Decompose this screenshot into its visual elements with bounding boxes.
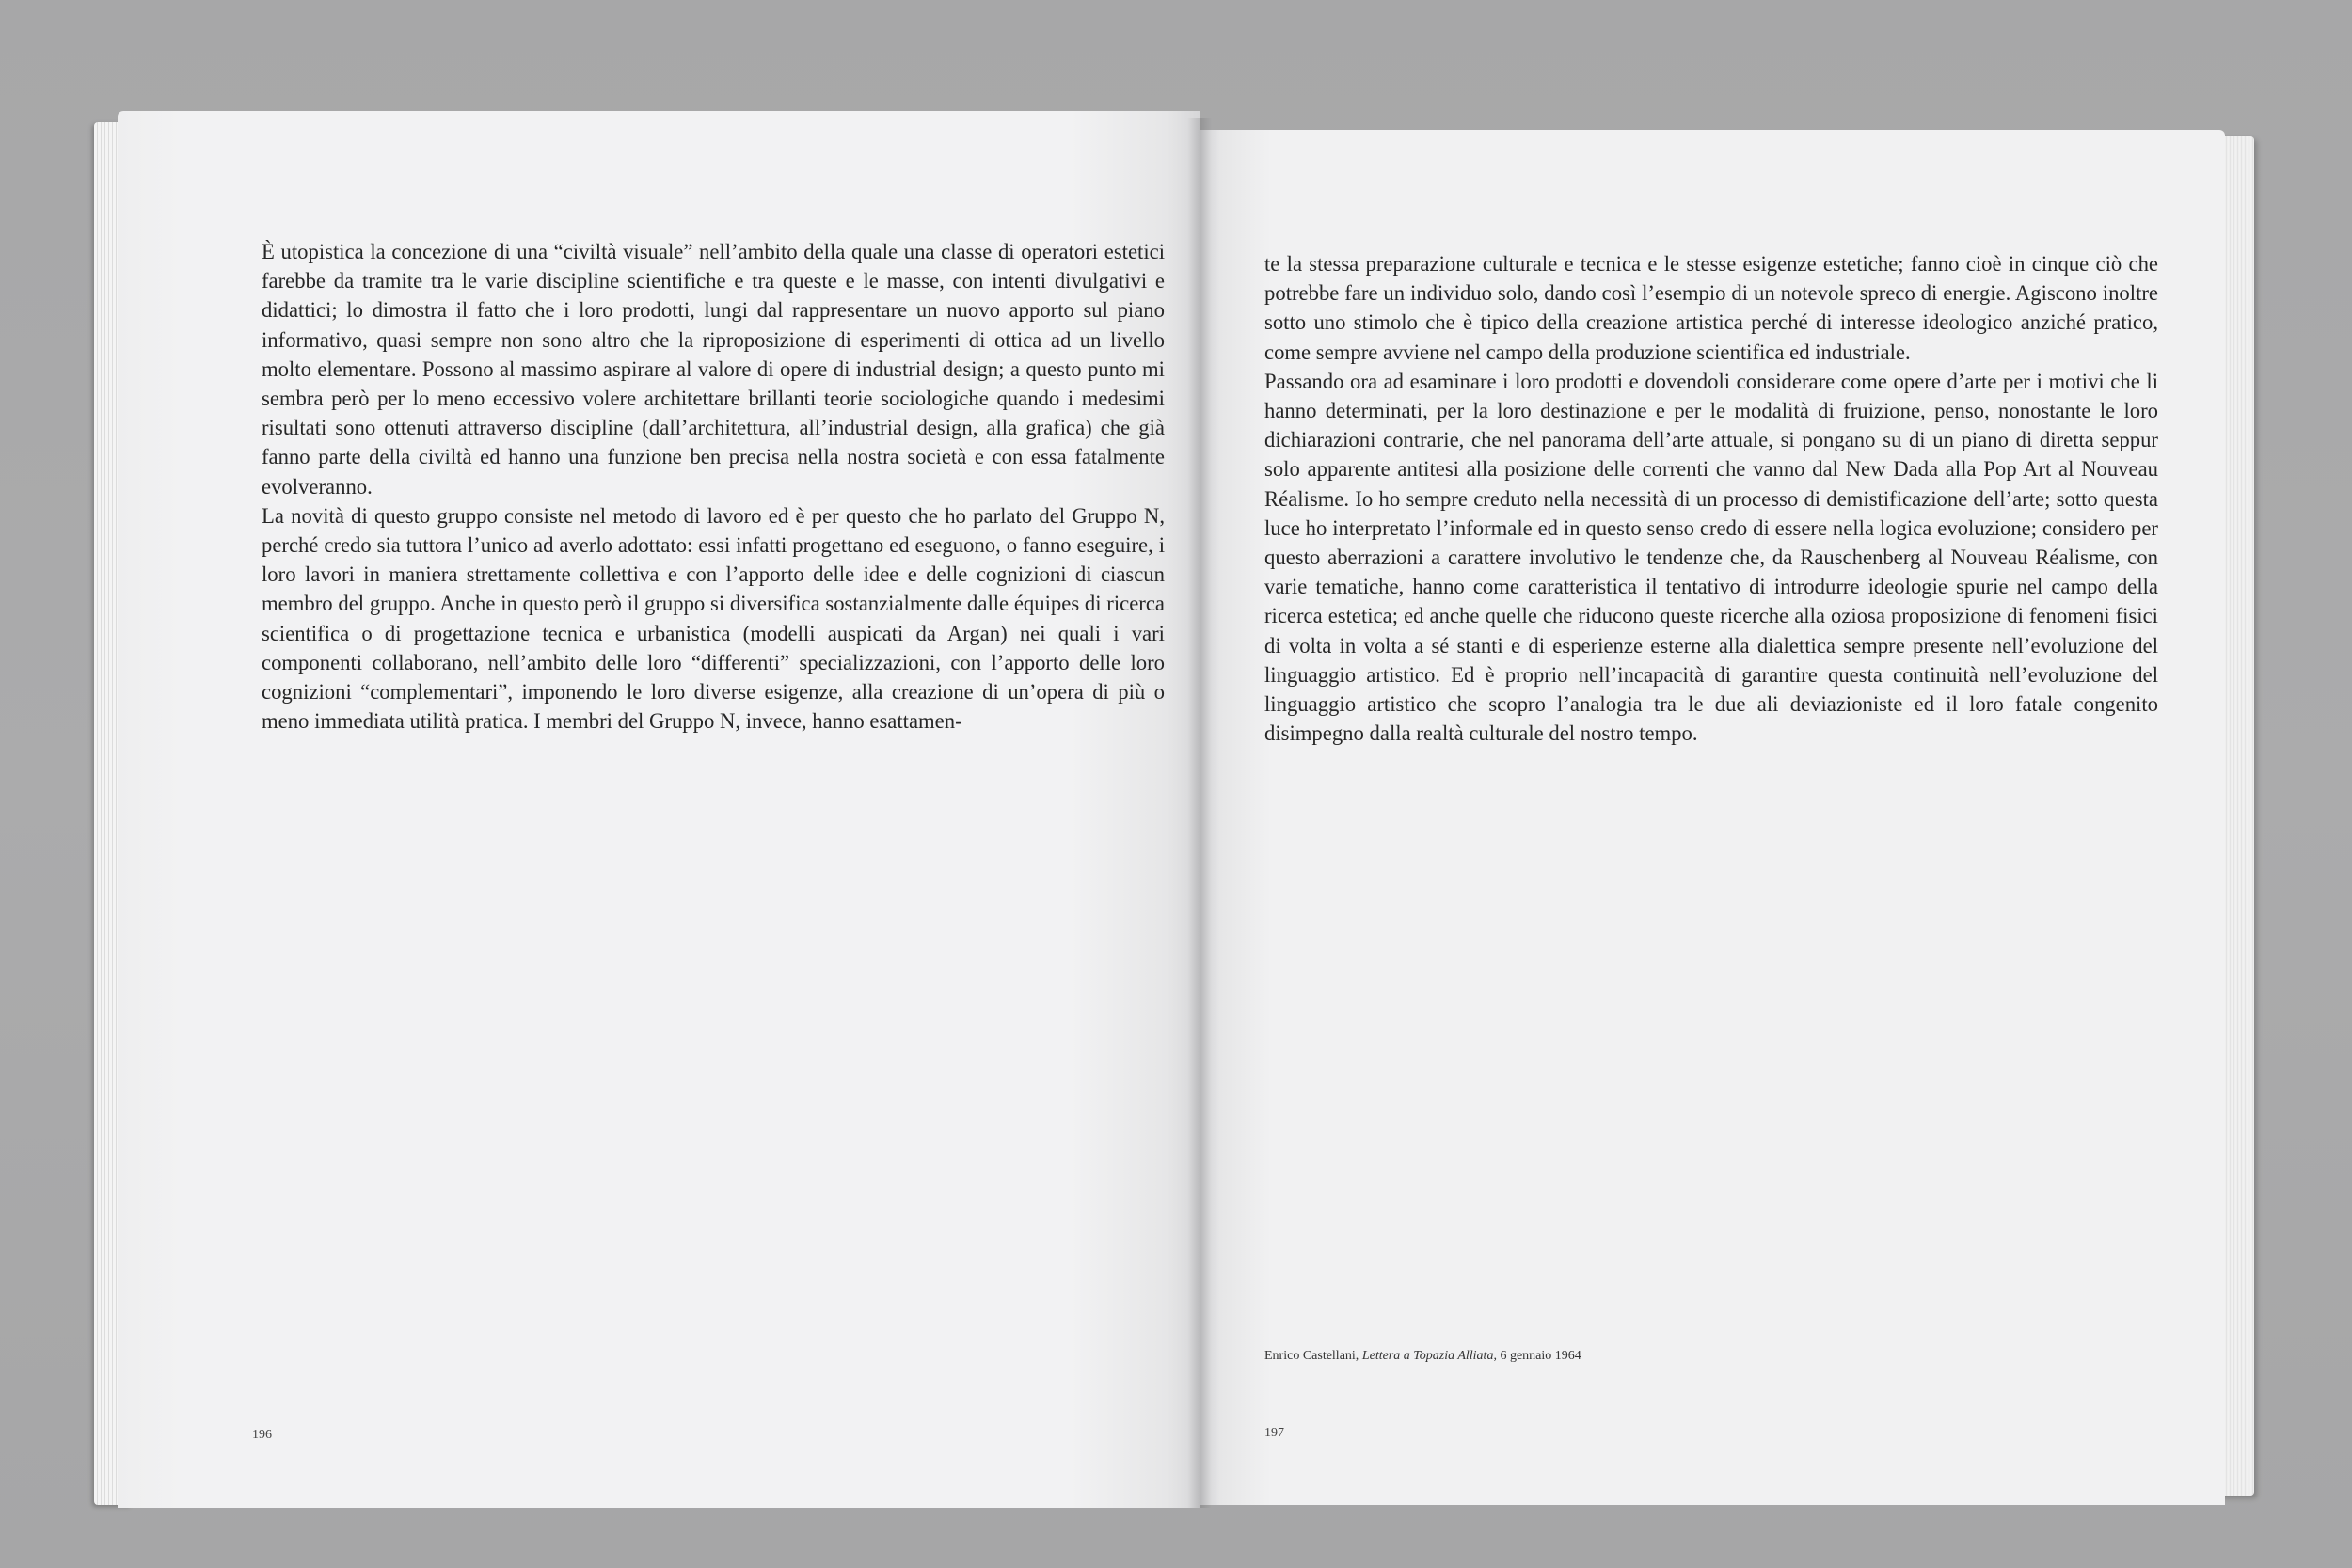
book-gutter: [1187, 118, 1212, 1508]
paragraph: La novità di questo gruppo consiste nel metodo di lavoro ed è per questo che ho parlato del Gruppo N, perché credo sia tuttora l’unico ad averlo adottato: essi infatti progettano ed eseguono, o fanno eseguire, i loro lavori in maniera strettamente collettiva e con l’apporto delle idee e delle cognizioni di ciascun membro del gruppo. Anche in questo però il gruppo si diversifica sostanzialmente dalle équipes di ricerca scientifica o di progettazione tecnica e urbanistica (modelli auspicati da Argan) nei quali i vari componenti collaborano, nell’ambito delle loro “differenti” specializzazioni, con l’apporto delle loro cognizioni “complementari”, imponendo le loro diverse esigenze, alla creazione di un’opera di più o meno immediata utilità pratica. I membri del Gruppo N, invece, hanno esattamen-: [262, 503, 1165, 734]
caption-date: , 6 gennaio 1964: [1493, 1349, 1581, 1363]
paragraph: te la stessa preparazione culturale e tecnica e le stesse esigenze estetiche; fanno cioè in cinque ciò che potrebbe fare un individuo solo, dando così l’esempio di un notevole spreco di energie. Agiscono inoltre sotto uno stimolo che è tipico della creazione artistica perché di interesse ideologico anziché pratico, come sempre avviene nel campo della produzione scientifica ed industriale.: [1264, 252, 2158, 364]
page-number-left: 196: [252, 1428, 272, 1442]
source-caption: [1264, 1349, 1581, 1364]
page-number-right: 197: [1264, 1426, 1284, 1440]
paragraph: È utopistica la concezione di una “civiltà visuale” nell’ambito della quale una classe di operatori estetici farebbe da tramite tra le varie discipline scientifiche e tra queste e le masse, con intenti divulgativi e didattici; lo dimostra il fatto che i loro prodotti, lungi dal rappresentare un nuovo apporto sul piano informativo, quasi sempre non sono altro che la riproposizione di esperimenti di ottica ad un livello molto elementare. Possono al massimo aspirare al valore di opere di industrial design; a questo punto mi sembra però per lo meno eccessivo volere architettare brillanti teorie sociologiche quando i medesimi risultati sono ottenuti attraverso discipline (dall’architettura, all’industrial design, alla grafica) che già fanno parte della civiltà ed hanno una funzione ben precisa nella nostra società e con essa fatalmente evolveranno.: [262, 240, 1165, 499]
paragraph: Passando ora ad esaminare i loro prodotti e dovendoli considerare come opere d’arte per i motivi che li hanno determinati, per la loro destinazione e per le modalità di fruizione, penso, nonostante le loro dichiarazioni contrarie, che nel panorama dell’arte attuale, si pongano su di un piano di diretta seppur solo apparente antitesi alla posizione delle correnti che vanno dal New Dada alla Pop Art al Nouveau Réalisme. Io ho sempre creduto nella necessità di un processo di demistificazione dell’arte; sotto questa luce ho interpretato l’informale ed in questo senso credo di essere nella logica evoluzione; considero per questo aberrazioni a carattere involutivo le tendenze che, da Rauschenberg al Nouveau Réalisme, con varie tematiche, hanno come caratteristica il tentativo di introdurre ideologie spurie nel campo della ricerca estetica; ed anche quelle che riducono queste ricerche alla oziosa proposizione di fenomeni fisici di volta in volta a sé stanti e di esperienze esterne alla dialettica sempre presente nell’evoluzione del linguaggio artistico. Ed è proprio nell’incapacità di garantire questa continuità nell’evoluzione del linguaggio artistico che scopro l’analogia tra le due ali deviazioniste ed il loro fatale congenito disimpegno dalla realtà culturale del nostro tempo.: [1264, 369, 2158, 746]
caption-title: Lettera a Topazia Alliata: [1361, 1349, 1494, 1363]
left-page-body: [262, 237, 1165, 736]
right-page-body: [1264, 249, 2158, 748]
caption-author: Enrico Castellani,: [1264, 1349, 1362, 1363]
